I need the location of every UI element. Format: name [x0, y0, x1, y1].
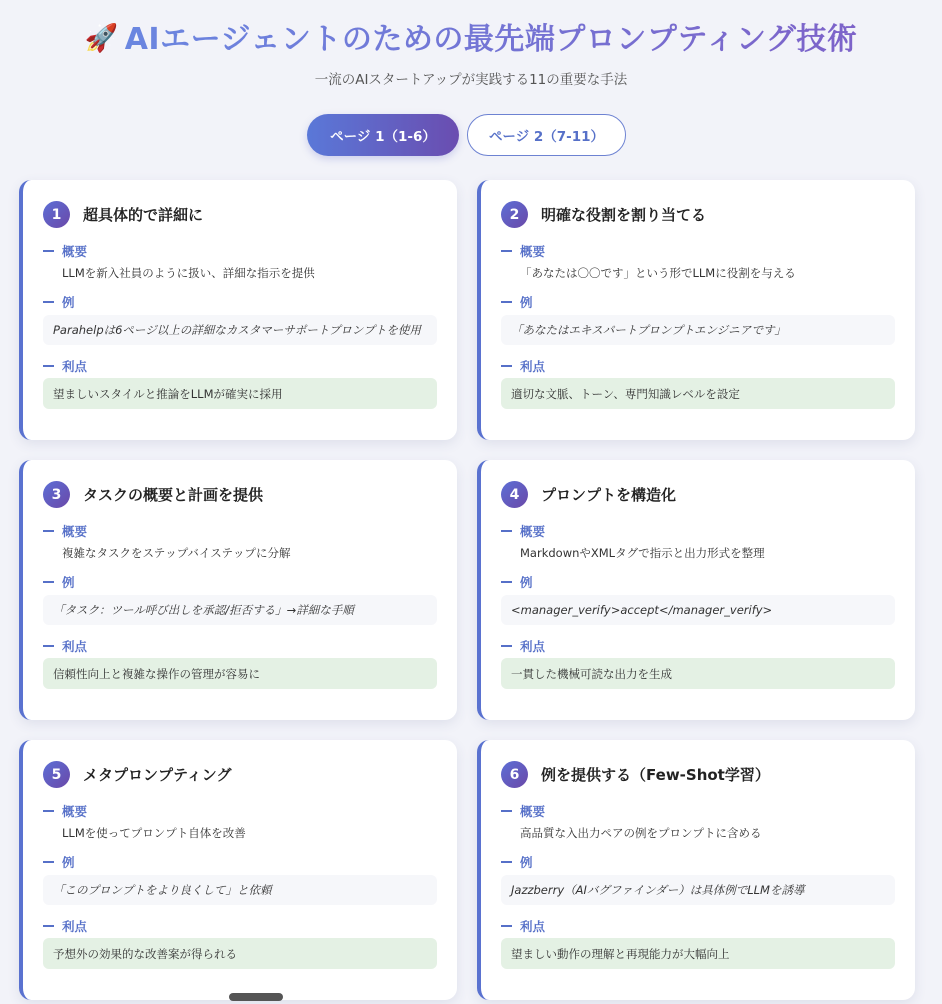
dash-icon [501, 301, 512, 303]
tab-page-1[interactable]: ページ 1（1-6） [307, 114, 459, 156]
card-number-badge: 2 [501, 201, 528, 228]
card-header [43, 481, 263, 508]
card-header [43, 201, 203, 228]
rocket-icon: 🚀 [84, 23, 119, 54]
dash-icon [501, 581, 512, 583]
overview-label: 概要 [501, 242, 545, 260]
overview-label: 概要 [43, 522, 87, 540]
example-box: 「タスク：ツール呼び出しを承認/拒否する」→詳細な手順 [43, 595, 437, 625]
example-label: 例 [43, 853, 75, 871]
dash-icon [43, 301, 54, 303]
card-number-badge: 4 [501, 481, 528, 508]
overview-text: 高品質な入出力ペアの例をプロンプトに含める [520, 826, 762, 840]
page-subtitle: 一流のAIスタートアップが実践する11の重要な手法 [314, 72, 628, 88]
benefit-box: 適切な文脈、トーン、専門知識レベルを設定 [501, 378, 895, 409]
example-box: Jazzberry（AIバグファインダー）は具体例でLLMを誘導 [501, 875, 895, 905]
dash-icon [501, 530, 512, 532]
dash-icon [43, 250, 54, 252]
technique-card-2 [477, 180, 915, 440]
scroll-handle[interactable] [229, 993, 283, 1001]
page-title: 🚀 AIエージェントのための最先端プロンプティング技術 [84, 22, 858, 57]
benefit-box: 予想外の効果的な改善案が得られる [43, 938, 437, 969]
card-number-badge: 1 [43, 201, 70, 228]
example-box: Parahelpは6ページ以上の詳細なカスタマーサポートプロンプトを使用 [43, 315, 437, 345]
overview-text: MarkdownやXMLタグで指示と出力形式を整理 [520, 546, 765, 560]
overview-text: LLMを使ってプロンプト自体を改善 [62, 826, 246, 840]
card-title: タスクの概要と計画を提供 [83, 486, 264, 504]
overview-label: 概要 [43, 242, 87, 260]
card-number-badge: 6 [501, 761, 528, 788]
card-title: プロンプトを構造化 [541, 486, 677, 504]
benefit-box: 一貫した機械可読な出力を生成 [501, 658, 895, 689]
benefit-box: 望ましいスタイルと推論をLLMが確実に採用 [43, 378, 437, 409]
dash-icon [501, 925, 512, 927]
card-header [501, 761, 770, 788]
example-box: <manager_verify>accept</manager_verify> [501, 595, 895, 625]
dash-icon [43, 365, 54, 367]
overview-label: 概要 [43, 802, 87, 820]
dash-icon [501, 861, 512, 863]
dash-icon [43, 530, 54, 532]
dash-icon [43, 861, 54, 863]
technique-card-6 [477, 740, 915, 1000]
technique-card-4 [477, 460, 915, 720]
benefit-label: 利点 [43, 637, 87, 655]
card-header [501, 481, 676, 508]
benefit-box: 信頼性向上と複雑な操作の管理が容易に [43, 658, 437, 689]
card-title: 超具体的で詳細に [83, 206, 204, 224]
card-title: 例を提供する（Few-Shot学習） [541, 766, 770, 784]
card-title: メタプロンプティング [83, 766, 232, 784]
technique-card-3 [19, 460, 457, 720]
benefit-label: 利点 [43, 917, 87, 935]
example-label: 例 [43, 573, 75, 591]
dash-icon [43, 645, 54, 647]
benefit-label: 利点 [501, 357, 545, 375]
dash-icon [501, 250, 512, 252]
overview-label: 概要 [501, 802, 545, 820]
benefit-label: 利点 [43, 357, 87, 375]
technique-card-1 [19, 180, 457, 440]
dash-icon [501, 810, 512, 812]
dash-icon [43, 581, 54, 583]
card-number-badge: 5 [43, 761, 70, 788]
benefit-label: 利点 [501, 637, 545, 655]
tab-page-2[interactable]: ページ 2（7-11） [467, 114, 626, 156]
example-label: 例 [43, 293, 75, 311]
technique-card-5 [19, 740, 457, 1000]
dash-icon [501, 365, 512, 367]
card-number-badge: 3 [43, 481, 70, 508]
example-label: 例 [501, 853, 533, 871]
card-header [501, 201, 706, 228]
dash-icon [43, 810, 54, 812]
card-header [43, 761, 232, 788]
dash-icon [501, 645, 512, 647]
example-box: 「あなたはエキスパートプロンプトエンジニアです」 [501, 315, 895, 345]
dash-icon [43, 925, 54, 927]
benefit-box: 望ましい動作の理解と再現能力が大幅向上 [501, 938, 895, 969]
example-box: 「このプロンプトをより良くして」と依頼 [43, 875, 437, 905]
benefit-label: 利点 [501, 917, 545, 935]
overview-text: 複雑なタスクをステップバイステップに分解 [62, 546, 291, 560]
card-title: 明確な役割を割り当てる [541, 206, 707, 224]
example-label: 例 [501, 293, 533, 311]
overview-text: 「あなたは〇〇です」という形でLLMに役割を与える [520, 266, 796, 280]
example-label: 例 [501, 573, 533, 591]
overview-label: 概要 [501, 522, 545, 540]
overview-text: LLMを新入社員のように扱い、詳細な指示を提供 [62, 266, 315, 280]
page-tabs [0, 114, 942, 156]
